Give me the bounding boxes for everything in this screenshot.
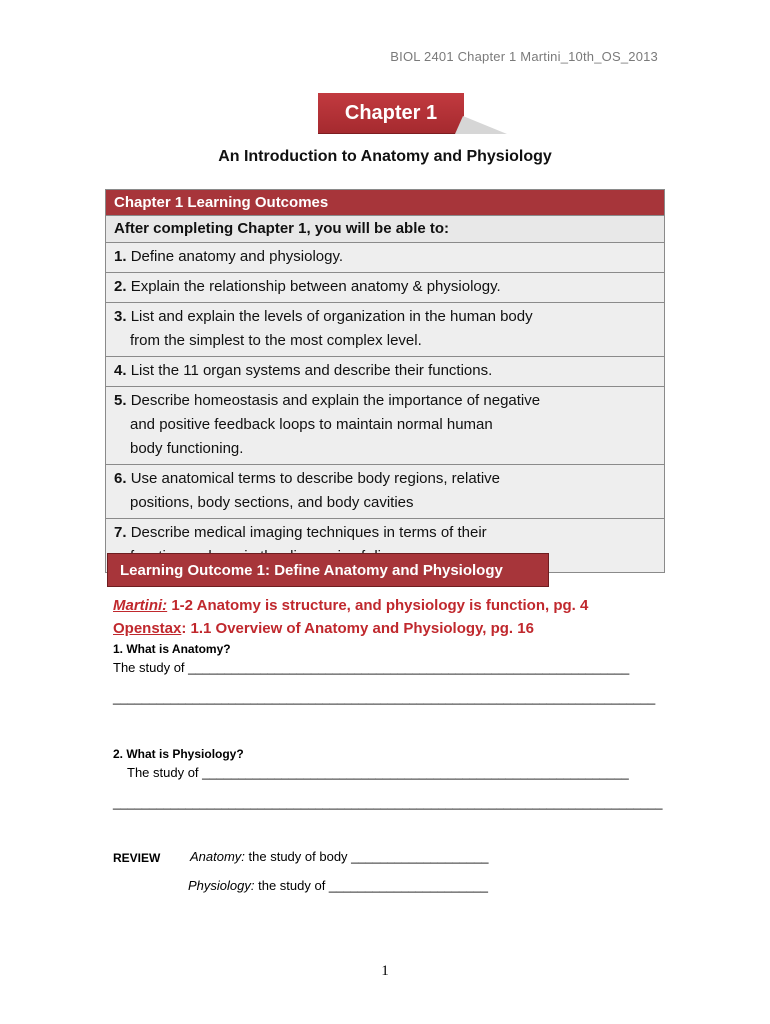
learning-outcomes-intro: After completing Chapter 1, you will be able to: (106, 215, 664, 242)
chapter-subtitle: An Introduction to Anatomy and Physiology (218, 148, 552, 165)
learning-outcome-1-banner: Learning Outcome 1: Define Anatomy and Physiology (107, 553, 549, 587)
question-1: 1. What is Anatomy? (113, 642, 231, 656)
learning-outcome-item (106, 464, 664, 518)
learning-outcome-first-line (114, 467, 656, 491)
learning-outcome-item (106, 242, 664, 272)
learning-outcome-text: List and explain the levels of organization in the human body (130, 308, 533, 325)
review-physiology (188, 878, 488, 893)
question-1-answer-line: The study of _____________________________________________________________ (113, 660, 630, 675)
openstax-reference-text: : 1.1 Overview of Anatomy and Physiology, pg. 16 (181, 620, 534, 637)
learning-outcome-continuation: from the simplest to the most complex level. (130, 332, 422, 349)
openstax-reference (113, 620, 534, 637)
learning-outcome-number: 4. (114, 362, 127, 379)
martini-reference-text: 1-2 Anatomy is structure, and physiology is function, pg. 4 (167, 597, 589, 614)
learning-outcome-continuation: body functioning. (130, 440, 244, 457)
question-2-answer-line: The study of ___________________________________________________________ (127, 765, 629, 780)
learning-outcome-text: Explain the relationship between anatomy & physiology. (130, 278, 501, 295)
martini-source: Martini: (113, 597, 168, 614)
question-2: 2. What is Physiology? (113, 747, 244, 761)
review-physiology-text: the study of ______________________ (254, 878, 488, 893)
learning-outcomes-title: Chapter 1 Learning Outcomes (106, 190, 664, 215)
learning-outcome-number: 1. (114, 248, 127, 265)
openstax-source: Openstax (113, 620, 182, 637)
review-physiology-term: Physiology: (188, 878, 255, 893)
learning-outcome-continuation: and positive feedback loops to maintain normal human (130, 416, 493, 433)
learning-outcomes-table (105, 189, 665, 573)
banner-shadow-decoration (455, 116, 507, 134)
learning-outcome-number: 5. (114, 392, 127, 409)
learning-outcome-number: 6. (114, 470, 127, 487)
learning-outcome-text: List the 11 organ systems and describe their functions. (130, 362, 493, 379)
learning-outcome-text: Describe homeostasis and explain the importance of negative (130, 392, 541, 409)
learning-outcome-first-line (114, 389, 656, 413)
learning-outcome-item (106, 356, 664, 386)
question-1-answer-line-2: ___________________________________________________________________________ (113, 690, 656, 705)
learning-outcomes-list (106, 242, 664, 572)
learning-outcome-text: Define anatomy and physiology. (130, 248, 344, 265)
chapter-banner: Chapter 1 (318, 93, 464, 133)
learning-outcome-first-line (114, 359, 656, 383)
learning-outcome-first-line (114, 245, 656, 269)
learning-outcome-number: 3. (114, 308, 127, 325)
learning-outcome-number: 2. (114, 278, 127, 295)
review-anatomy-term: Anatomy: (190, 849, 245, 864)
learning-outcome-first-line (114, 521, 656, 545)
question-2-answer-line-2: ____________________________________________________________________________ (113, 795, 663, 810)
page-number: 1 (381, 963, 389, 979)
review-label: REVIEW (113, 851, 161, 865)
learning-outcome-first-line (114, 275, 656, 299)
learning-outcome-text: Use anatomical terms to describe body regions, relative (130, 470, 501, 487)
learning-outcome-text: Describe medical imaging techniques in terms of their (130, 524, 487, 541)
learning-outcome-first-line (114, 305, 656, 329)
learning-outcome-continuation: positions, body sections, and body cavities (130, 494, 414, 511)
review-anatomy (190, 849, 489, 864)
review-anatomy-text: the study of body ___________________ (244, 849, 489, 864)
running-header: BIOL 2401 Chapter 1 Martini_10th_OS_2013 (390, 49, 658, 64)
martini-reference (113, 597, 588, 614)
learning-outcome-item (106, 386, 664, 464)
learning-outcome-item (106, 272, 664, 302)
learning-outcome-item (106, 302, 664, 356)
learning-outcome-number: 7. (114, 524, 127, 541)
